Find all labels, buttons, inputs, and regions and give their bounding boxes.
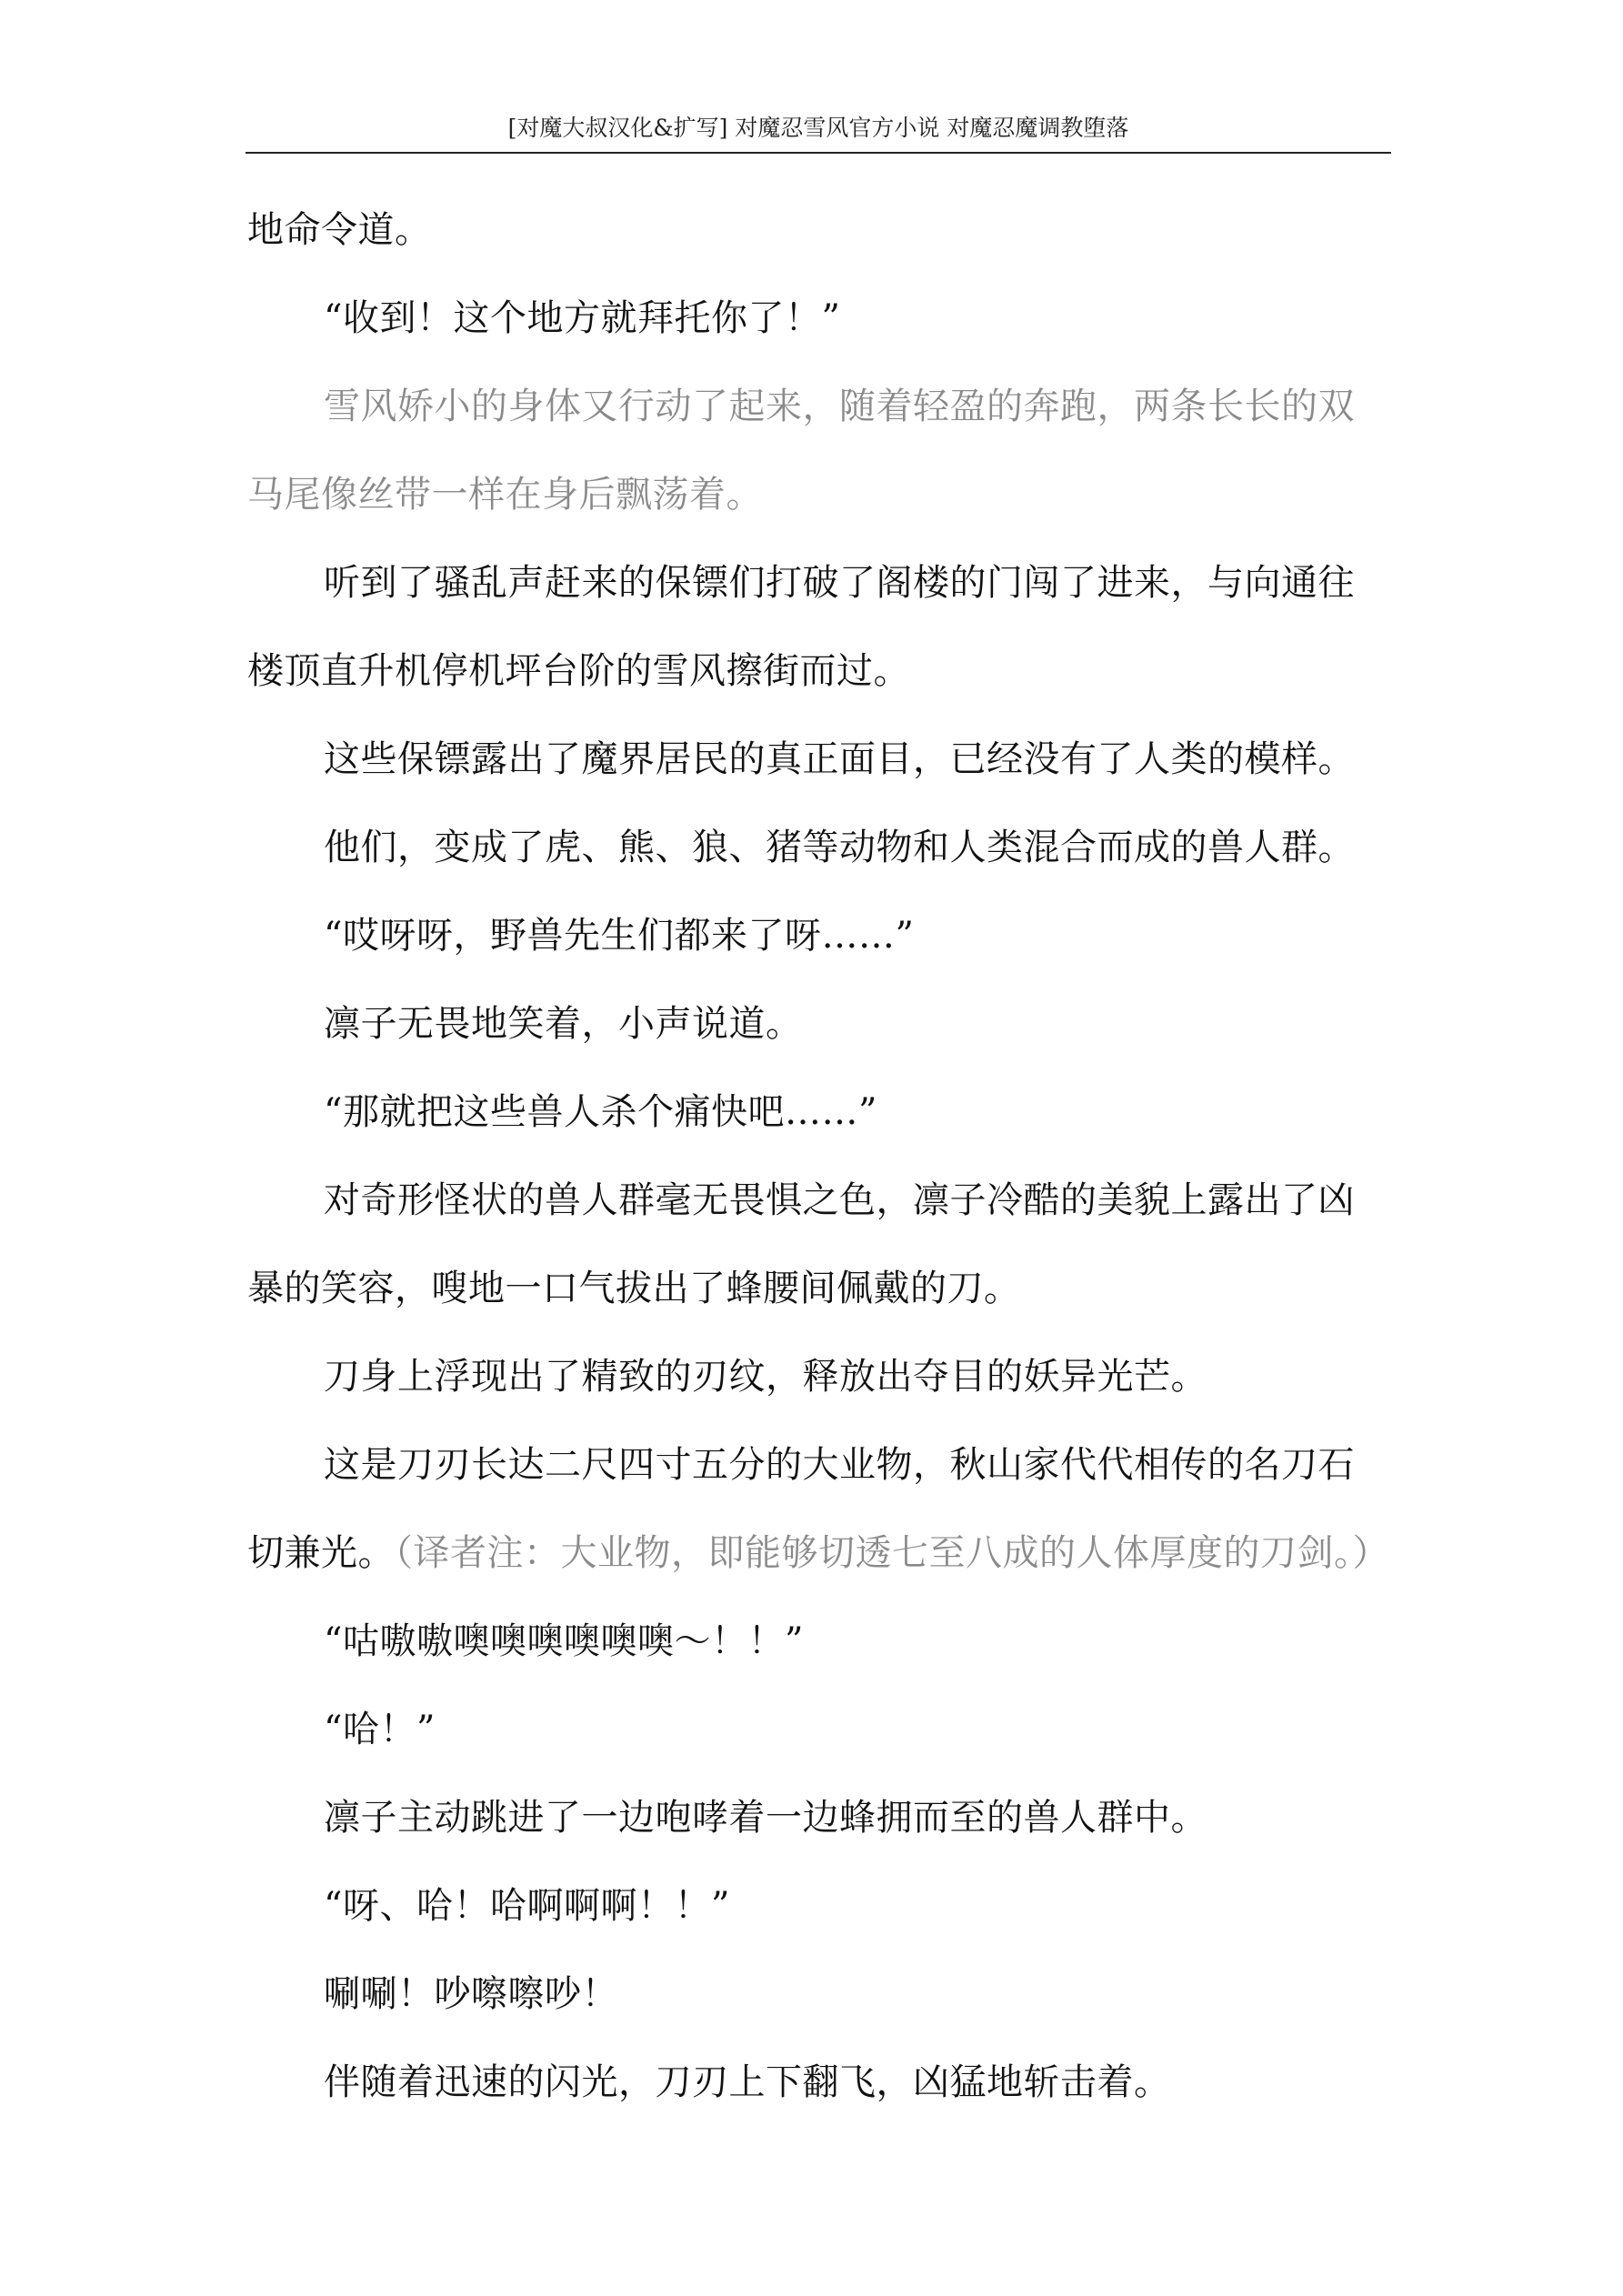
- paragraph-line: “收到！这个地方就拜托你了！”: [324, 297, 841, 339]
- paragraph-line: 雪风娇小的身体又行动了起来，随着轻盈的奔跑，两条长长的双: [324, 386, 1355, 427]
- paragraph-line: 伴随着迅速的闪光，刀刃上下翻飞，凶猛地斩击着。: [324, 2061, 1171, 2103]
- paragraph-line: “哎呀呀，野兽先生们都来了呀……”: [324, 915, 915, 957]
- paragraph-line: 马尾像丝带一样在身后飘荡着。: [247, 474, 763, 516]
- paragraph-line: 对奇形怪状的兽人群毫无畏惧之色，凛子冷酷的美貌上露出了凶: [324, 1179, 1355, 1221]
- paragraph-line: 这些保镖露出了魔界居民的真正面目，已经没有了人类的模样。: [324, 738, 1355, 780]
- paragraph-line: 切兼光。（译者注：大业物，即能够切透七至八成的人体厚度的刀剑。）: [247, 1532, 1389, 1574]
- paragraph-line: 唰唰！吵嚓嚓吵！: [324, 1973, 618, 2015]
- paragraph-line: 刀身上浮现出了精致的刃纹，释放出夺目的妖异光芒。: [324, 1356, 1207, 1398]
- paragraph-line: “哈！”: [324, 1709, 436, 1750]
- paragraph-line: 听到了骚乱声赶来的保镖们打破了阁楼的门闯了进来，与向通往: [324, 562, 1355, 604]
- paragraph-line: 暴的笑容，嗖地一口气拔出了蜂腰间佩戴的刀。: [247, 1268, 1021, 1309]
- paragraph-line: 他们，变成了虎、熊、狼、猪等动物和人类混合而成的兽人群。: [324, 827, 1355, 868]
- paragraph-line: “咕嗷嗷噢噢噢噢噢噢～！！”: [324, 1620, 804, 1662]
- header-rule: [245, 152, 1391, 154]
- paragraph-line: 凛子无畏地笑着，小声说道。: [324, 1003, 803, 1045]
- translator-note: （译者注：大业物，即能够切透七至八成的人体厚度的刀剑。）: [395, 1532, 1389, 1574]
- running-header: [对魔大叔汉化&扩写] 对魔忍雪风官方小说 对魔忍魔调教堕落: [507, 115, 1129, 141]
- paragraph-line: 地命令道。: [247, 209, 432, 251]
- paragraph-line: “呀、哈！哈啊啊啊！！”: [324, 1885, 730, 1927]
- paragraph-line: 楼顶直升机停机坪台阶的雪风擦街而过。: [247, 650, 910, 692]
- paragraph-line: 凛子主动跳进了一边咆哮着一边蜂拥而至的兽人群中。: [324, 1797, 1207, 1839]
- paragraph-line: “那就把这些兽人杀个痛快吧……”: [324, 1091, 877, 1133]
- body-text: [247, 202, 1391, 2142]
- paragraph-line: 这是刀刃长达二尺四寸五分的大业物，秋山家代代相传的名刀石: [324, 1444, 1355, 1486]
